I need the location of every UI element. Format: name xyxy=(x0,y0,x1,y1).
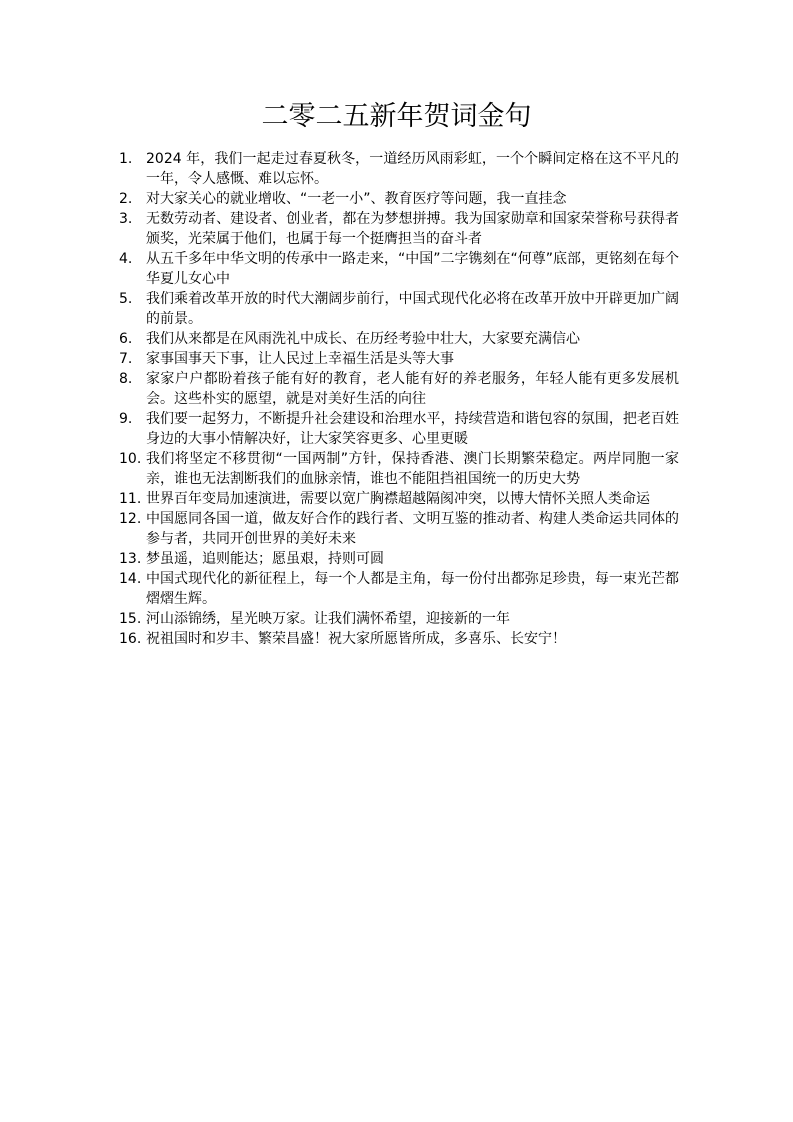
list-item xyxy=(119,149,679,189)
list-item-text: 世界百年变局加速演进，需要以宽广胸襟超越隔阂冲突，以博大情怀关照人类命运 xyxy=(146,491,650,507)
list-item-number: 1. xyxy=(119,151,133,167)
list-item xyxy=(119,629,679,649)
list-item-number: 16. xyxy=(119,631,142,647)
list-item-number: 13. xyxy=(119,551,142,567)
list-item xyxy=(119,609,679,629)
list-item-text: 我们从来都是在风雨洗礼中成长、在历经考验中壮大，大家要充满信心 xyxy=(146,331,580,347)
list-item xyxy=(119,349,679,369)
list-item-text: 对大家关心的就业增收、“一老一小”、教育医疗等问题，我一直挂念 xyxy=(146,191,567,207)
list-item xyxy=(119,509,679,549)
list-item xyxy=(119,249,679,289)
list-item xyxy=(119,329,679,349)
list-item-text: 从五千多年中华文明的传承中一路走来，“中国”二字镌刻在“何尊”底部，更铭刻在每个华夏儿女心中 xyxy=(146,251,680,287)
list-item-number: 11. xyxy=(119,491,142,507)
list-item xyxy=(119,489,679,509)
list-item-text: 家家户户都盼着孩子能有好的教育，老人能有好的养老服务，年轻人能有更多发展机会。这些朴实的愿望，就是对美好生活的向往 xyxy=(146,371,679,407)
list-item xyxy=(119,209,679,249)
list-item-number: 6. xyxy=(119,331,133,347)
list-item-text: 家事国事天下事，让人民过上幸福生活是头等大事 xyxy=(146,351,454,367)
list-item-number: 4. xyxy=(119,251,133,267)
list-item-number: 9. xyxy=(119,411,133,427)
list-item xyxy=(119,409,679,449)
list-item-number: 12. xyxy=(119,511,142,527)
list-item-number: 3. xyxy=(119,211,133,227)
list-item xyxy=(119,449,679,489)
list-item-text: 中国式现代化的新征程上，每一个人都是主角，每一份付出都弥足珍贵，每一束光芒都熠熠生辉。 xyxy=(146,571,679,607)
list-item-text: 河山添锦绣，星光映万家。让我们满怀希望，迎接新的一年 xyxy=(146,611,510,627)
list-item-text: 梦虽遥，追则能达；愿虽艰，持则可圆 xyxy=(146,551,384,567)
list-item-text: 我们将坚定不移贯彻“一国两制”方针，保持香港、澳门长期繁荣稳定。两岸同胞一家亲，谁也无法割断我们的血脉亲情，谁也不能阻挡祖国统一的历史大势 xyxy=(146,451,679,487)
list-item-text: 我们乘着改革开放的时代大潮阔步前行，中国式现代化必将在改革开放中开辟更加广阔的前景。 xyxy=(146,291,679,327)
list-item-number: 15. xyxy=(119,611,142,627)
list-item-number: 14. xyxy=(119,571,142,587)
document-title: 二零二五新年贺词金句 xyxy=(261,101,532,132)
list-item xyxy=(119,549,679,569)
list-item-number: 7. xyxy=(119,351,133,367)
list-item xyxy=(119,289,679,329)
list-item-number: 8. xyxy=(119,371,133,387)
list-item-text: 我们要一起努力，不断提升社会建设和治理水平，持续营造和谐包容的氛围，把老百姓身边的大事小情解决好，让大家笑容更多、心里更暖 xyxy=(146,411,679,447)
quote-list xyxy=(119,149,679,649)
list-item xyxy=(119,189,679,209)
list-item-number: 5. xyxy=(119,291,133,307)
list-item-text: 祝祖国时和岁丰、繁荣昌盛！祝大家所愿皆所成，多喜乐、长安宁！ xyxy=(146,631,566,647)
list-item-text: 2024 年，我们一起走过春夏秋冬，一道经历风雨彩虹，一个个瞬间定格在这不平凡的一年，令人感慨、难以忘怀。 xyxy=(146,151,679,187)
list-item xyxy=(119,569,679,609)
list-item xyxy=(119,369,679,409)
list-item-text: 无数劳动者、建设者、创业者，都在为梦想拼搏。我为国家勋章和国家荣誉称号获得者颁奖，光荣属于他们，也属于每一个挺膺担当的奋斗者 xyxy=(146,211,679,247)
list-item-text: 中国愿同各国一道，做友好合作的践行者、文明互鉴的推动者、构建人类命运共同体的参与者，共同开创世界的美好未来 xyxy=(146,511,679,547)
list-item-number: 10. xyxy=(119,451,142,467)
list-item-number: 2. xyxy=(119,191,133,207)
